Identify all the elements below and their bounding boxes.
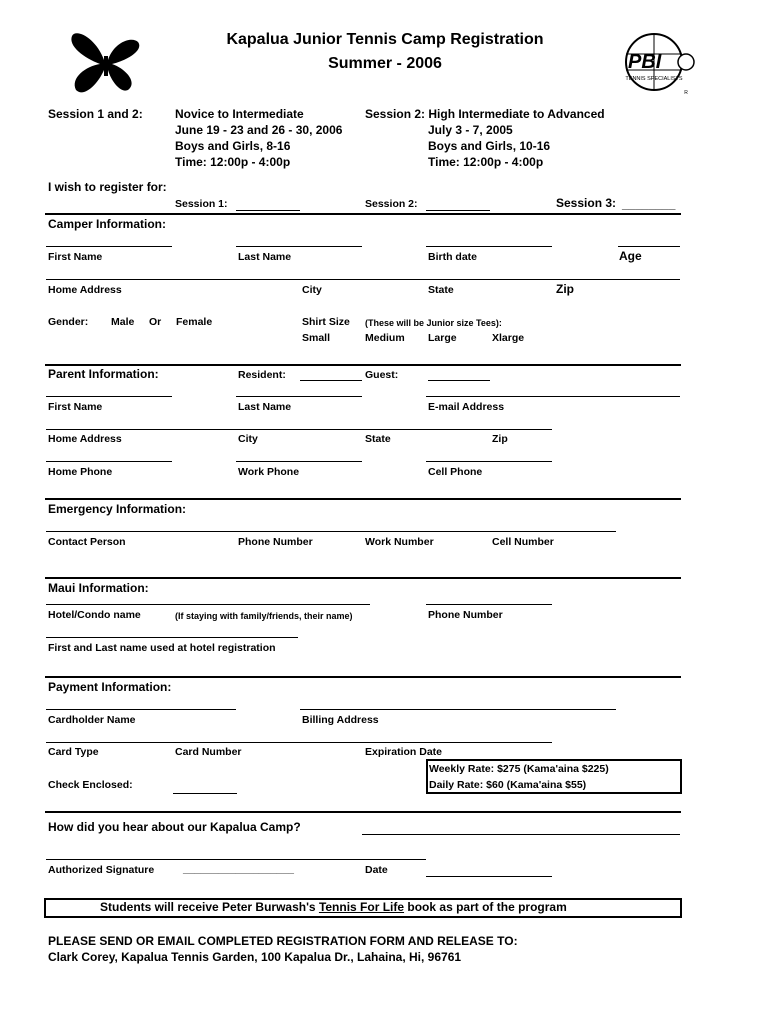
camper-last-name-label: Last Name (238, 251, 292, 263)
parent-home-address-label: Home Address (48, 433, 122, 445)
gender-label: Gender: (48, 316, 89, 328)
parent-first-name-field[interactable] (46, 396, 172, 397)
parent-heading: Parent Information: (48, 367, 159, 381)
check-enclosed-field[interactable] (173, 793, 237, 794)
maui-heading: Maui Information: (48, 581, 149, 595)
weekly-rate: Weekly Rate: $275 (Kama'aina $225) (429, 763, 609, 775)
parent-first-name-label: First Name (48, 401, 103, 413)
pbi-logo-sub: TENNIS SPECIALISTS (625, 76, 683, 82)
resident-field[interactable] (300, 380, 362, 381)
camper-first-name-label: First Name (48, 251, 103, 263)
card-details-field[interactable] (46, 742, 552, 743)
signature-field[interactable]: ___________________ (183, 863, 294, 875)
home-phone-label: Home Phone (48, 466, 113, 478)
date-label: Date (365, 864, 388, 876)
session2-dates: July 3 - 7, 2005 (428, 123, 513, 137)
camper-city-label: City (302, 284, 322, 296)
page-subtitle: Summer - 2006 (328, 55, 442, 72)
maui-phone-label: Phone Number (428, 609, 503, 621)
emergency-contact-label: Contact Person (48, 536, 126, 548)
hotel-registration-name-label: First and Last name used at hotel registration (48, 642, 276, 654)
cardholder-label: Cardholder Name (48, 714, 136, 726)
gender-or-text: Or (149, 316, 162, 328)
session1-ages: Boys and Girls, 8-16 (175, 139, 291, 153)
register-label: I wish to register for: (48, 180, 167, 194)
emergency-contact-field[interactable] (46, 531, 616, 532)
footer-divider (45, 811, 681, 813)
send-instructions: PLEASE SEND OR EMAIL COMPLETED REGISTRATION FORM AND RELEASE TO: (48, 934, 518, 948)
gender-female-option[interactable]: Female (176, 316, 213, 328)
camper-divider (45, 213, 681, 215)
camper-first-name-field[interactable] (46, 246, 172, 247)
maui-phone-field[interactable] (426, 604, 552, 605)
daily-rate: Daily Rate: $60 (Kama'aina $55) (429, 779, 587, 791)
session1-dates: June 19 - 23 and 26 - 30, 2006 (175, 123, 343, 137)
parent-address-field[interactable] (46, 429, 552, 430)
emergency-heading: Emergency Information: (48, 502, 187, 516)
session2-ages: Boys and Girls, 10-16 (428, 139, 551, 153)
camper-last-name-field[interactable] (236, 246, 362, 247)
pbi-logo-text: PBI (628, 51, 662, 73)
billing-address-label: Billing Address (302, 714, 379, 726)
emergency-phone-label: Phone Number (238, 536, 313, 548)
book-title: Tennis For Life (318, 900, 405, 914)
page-title: Kapalua Junior Tennis Camp Registration (226, 31, 544, 48)
sessions-label: Session 1 and 2: (48, 107, 143, 121)
camper-age-label: Age (619, 249, 642, 263)
signature-divider (46, 859, 426, 860)
session1-title: Novice to Intermediate (175, 107, 304, 121)
hotel-name-note: (If staying with family/friends, their name) (175, 611, 353, 621)
work-phone-label: Work Phone (238, 466, 300, 478)
guest-label: Guest: (365, 369, 399, 381)
card-number-label: Card Number (175, 746, 242, 758)
payment-heading: Payment Information: (48, 680, 172, 694)
session2-time: Time: 12:00p - 4:00p (428, 155, 544, 169)
mailing-address: Clark Corey, Kapalua Tennis Garden, 100 Kapalua Dr., Lahaina, Hi, 96761 (48, 950, 462, 964)
guest-field[interactable] (428, 380, 490, 381)
maui-divider (45, 577, 681, 579)
emergency-divider (45, 498, 681, 500)
shirt-size-label: Shirt Size (302, 316, 350, 328)
book-notice (100, 900, 567, 914)
hear-about-label: How did you hear about our Kapalua Camp? (48, 820, 301, 834)
resident-label: Resident: (238, 369, 286, 381)
payment-divider (45, 676, 681, 678)
camper-heading: Camper Information: (48, 217, 167, 231)
camper-age-field[interactable] (618, 246, 680, 247)
camper-birth-date-label: Birth date (428, 251, 478, 263)
parent-email-field[interactable] (426, 396, 680, 397)
shirt-small-option[interactable]: Small (302, 332, 331, 344)
register-session3-label: Session 3: (556, 196, 617, 210)
parent-city-label: City (238, 433, 258, 445)
cardholder-field[interactable] (46, 709, 236, 710)
camper-zip-label: Zip (556, 282, 574, 296)
register-session1-field[interactable] (236, 210, 300, 211)
shirt-medium-option[interactable]: Medium (365, 332, 405, 344)
parent-last-name-label: Last Name (238, 401, 292, 413)
shirt-large-option[interactable]: Large (428, 332, 457, 344)
gender-male-option[interactable]: Male (111, 316, 135, 328)
camper-address-field[interactable] (46, 279, 680, 280)
camper-home-address-label: Home Address (48, 284, 122, 296)
parent-divider (45, 364, 681, 366)
book-notice-post: book as part of the program (404, 900, 567, 914)
parent-state-label: State (365, 433, 391, 445)
parent-last-name-field[interactable] (236, 396, 362, 397)
emergency-work-label: Work Number (365, 536, 434, 548)
home-phone-field[interactable] (46, 461, 172, 462)
camper-state-label: State (428, 284, 454, 296)
book-notice-pre: Students will receive Peter Burwash's (100, 900, 319, 914)
register-session2-label: Session 2: (365, 198, 418, 210)
register-session3-field[interactable]: ________ (622, 197, 676, 211)
cell-phone-field[interactable] (426, 461, 552, 462)
billing-address-field[interactable] (300, 709, 616, 710)
emergency-cell-label: Cell Number (492, 536, 554, 548)
card-type-label: Card Type (48, 746, 99, 758)
check-enclosed-label: Check Enclosed: (48, 779, 133, 791)
session2-title: Session 2: High Intermediate to Advanced (365, 107, 605, 121)
register-session1-label: Session 1: (175, 198, 228, 210)
shirt-size-note: (These will be Junior size Tees): (365, 318, 502, 328)
session1-time: Time: 12:00p - 4:00p (175, 155, 291, 169)
register-session2-field[interactable] (426, 210, 490, 211)
shirt-xlarge-option[interactable]: Xlarge (492, 332, 525, 344)
hotel-name-field[interactable] (46, 604, 370, 605)
date-field[interactable] (426, 876, 552, 877)
hear-about-field[interactable] (362, 834, 680, 835)
pbi-logo-mark: R (684, 90, 688, 96)
hotel-registration-name-field[interactable] (46, 637, 298, 638)
camper-birth-date-field[interactable] (426, 246, 552, 247)
parent-zip-label: Zip (492, 433, 508, 445)
cell-phone-label: Cell Phone (428, 466, 483, 478)
expiration-label: Expiration Date (365, 746, 443, 758)
hotel-name-label: Hotel/Condo name (48, 609, 141, 621)
work-phone-field[interactable] (236, 461, 362, 462)
signature-label: Authorized Signature (48, 864, 155, 876)
parent-email-label: E-mail Address (428, 401, 505, 413)
